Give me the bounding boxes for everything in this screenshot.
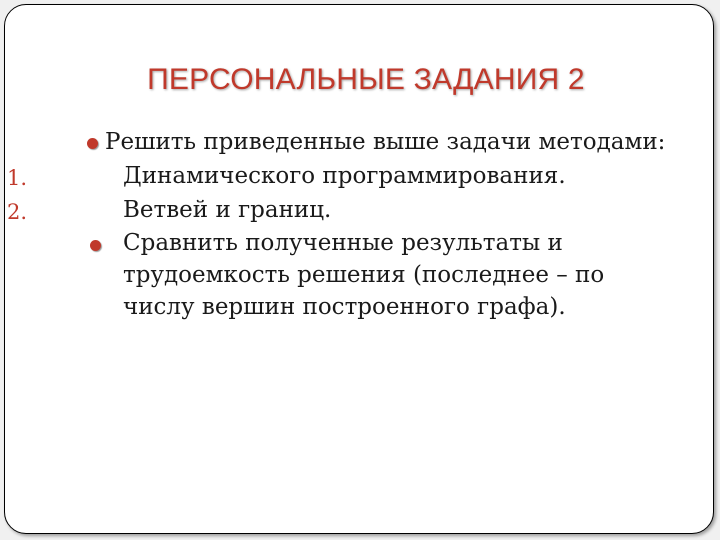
bullet-icon bbox=[87, 138, 98, 149]
list-item-text: Динамического программирования. bbox=[123, 163, 566, 189]
slide-content bbox=[5, 125, 713, 323]
list-number: 1. bbox=[7, 166, 28, 190]
list-item bbox=[5, 227, 713, 323]
list-item-text: Решить приведенные выше задачи методами: bbox=[105, 129, 666, 155]
slide bbox=[4, 4, 714, 534]
list-item-text: Сравнить полученные результаты и трудоемкость решения (последнее – по числу вершин построенного графа). bbox=[123, 230, 605, 320]
list-item bbox=[5, 125, 713, 159]
bullet-icon bbox=[90, 240, 101, 251]
list-item-text: Ветвей и границ. bbox=[123, 197, 332, 223]
list-item bbox=[5, 159, 713, 193]
list-number: 2. bbox=[7, 200, 28, 224]
slide-title: ПЕРСОНАЛЬНЫЕ ЗАДАНИЯ 2 bbox=[147, 63, 585, 96]
list-item bbox=[5, 193, 713, 227]
